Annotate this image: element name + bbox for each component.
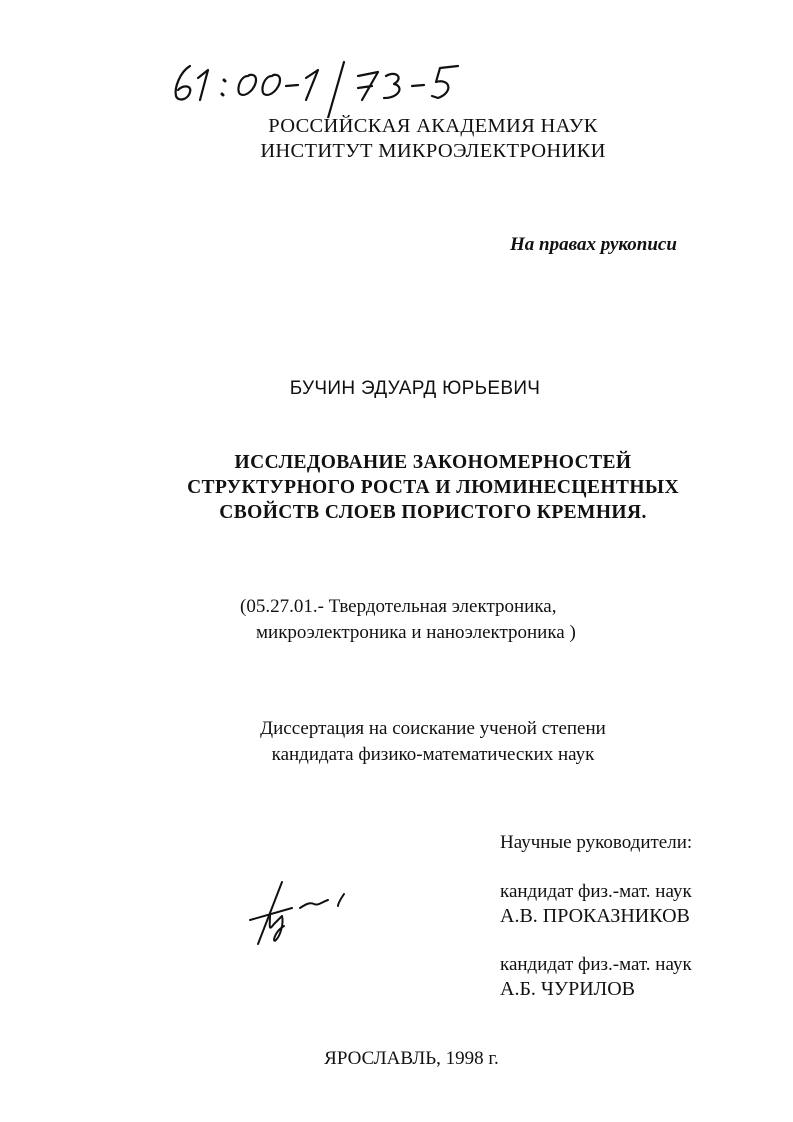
title-line-2: СТРУКТУРНОГО РОСТА И ЛЮМИНЕСЦЕНТНЫХ	[187, 477, 679, 498]
rights-notice: На правах рукописи	[510, 234, 677, 255]
supervisors-heading: Научные руководители:	[500, 832, 693, 853]
specialty	[240, 594, 576, 646]
specialty-line-2: микроэлектроника и наноэлектроника )	[256, 622, 576, 643]
organization-line-1: РОССИЙСКАЯ АКАДЕМИЯ НАУК	[268, 115, 598, 137]
specialty-line-1: (05.27.01.- Твердотельная электроника,	[240, 596, 557, 617]
dissertation-title	[148, 450, 718, 525]
title-line-3: СВОЙСТВ СЛОЕВ ПОРИСТОГО КРЕМНИЯ.	[219, 502, 647, 523]
degree-line-2: кандидата физико-математических наук	[271, 744, 595, 765]
signature-icon	[240, 874, 380, 954]
supervisor-2	[500, 953, 692, 1001]
signature	[240, 874, 380, 954]
organization-line-2: ИНСТИТУТ МИКРОЭЛЕКТРОНИКИ	[260, 140, 606, 162]
supervisor-name: А.В. ПРОКАЗНИКОВ	[500, 905, 690, 927]
supervisor-1	[500, 880, 692, 928]
supervisor-title: кандидат физ.-мат. наук	[500, 881, 692, 902]
title-line-1: ИССЛЕДОВАНИЕ ЗАКОНОМЕРНОСТЕЙ	[234, 452, 632, 473]
handwriting-icon	[168, 58, 628, 118]
city-year: ЯРОСЛАВЛЬ, 1998 г.	[324, 1048, 499, 1069]
degree-statement	[148, 716, 718, 768]
supervisor-name: А.Б. ЧУРИЛОВ	[500, 978, 635, 1000]
degree-line-1: Диссертация на соискание ученой степени	[260, 718, 606, 739]
supervisor-title: кандидат физ.-мат. наук	[500, 954, 692, 975]
handwritten-archive-code	[168, 58, 628, 118]
author-name: БУЧИН ЭДУАРД ЮРЬЕВИЧ	[289, 378, 541, 399]
